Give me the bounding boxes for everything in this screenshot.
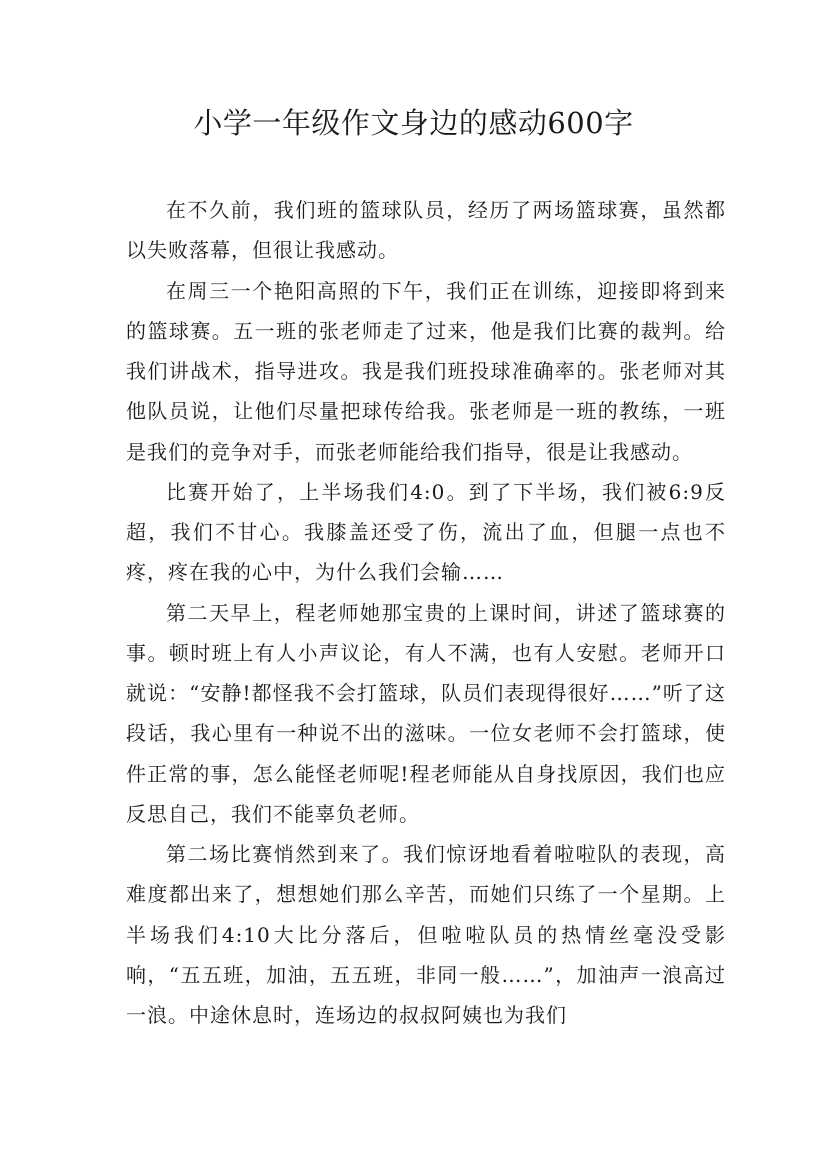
document-title: 小学一年级作文身边的感动600字 xyxy=(193,106,634,140)
paragraph: 第二天早上，程老师她那宝贵的上课时间，讲述了篮球赛的事。顿时班上有人小声议论，有人不满，也有人安慰。老师开口就说：“安静!都怪我不会打篮球，队员们表现得很好……”听了这段话，我心里有一种说不出的滋味。一位女老师不会打篮球，使件正常的事，怎么能怪老师呢!程老师能从自身找原因，我们也应反思自己，我们不能辜负老师。 xyxy=(126,600,726,826)
paragraph: 比赛开始了，上半场我们4:0。到了下半场，我们被6:9反超，我们不甘心。我膝盖还受了伤，流出了血，但腿一点也不疼，疼在我的心中，为什么我们会输…… xyxy=(126,479,726,585)
paragraph: 在周三一个艳阳高照的下午，我们正在训练，迎接即将到来的篮球赛。五一班的张老师走了过来，他是我们比赛的裁判。给我们讲战术，指导进攻。我是我们班投球准确率的。张老师对其他队员说，让他们尽量把球传给我。张老师是一班的教练，一班是我们的竞争对手，而张老师能给我们指导，很是让我感动。 xyxy=(126,278,726,464)
document-body xyxy=(126,190,726,1035)
paragraph: 第二场比赛悄然到来了。我们惊讶地看着啦啦队的表现，高难度都出来了，想想她们那么辛苦，而她们只练了一个星期。上半场我们4:10大比分落后，但啦啦队员的热情丝毫没受影响，“五五班，加油，五五班，非同一般……”，加油声一浪高过一浪。中途休息时，连场边的叔叔阿姨也为我们 xyxy=(126,842,726,1027)
paragraph: 在不久前，我们班的篮球队员，经历了两场篮球赛，虽然都以失败落幕，但很让我感动。 xyxy=(126,198,726,263)
